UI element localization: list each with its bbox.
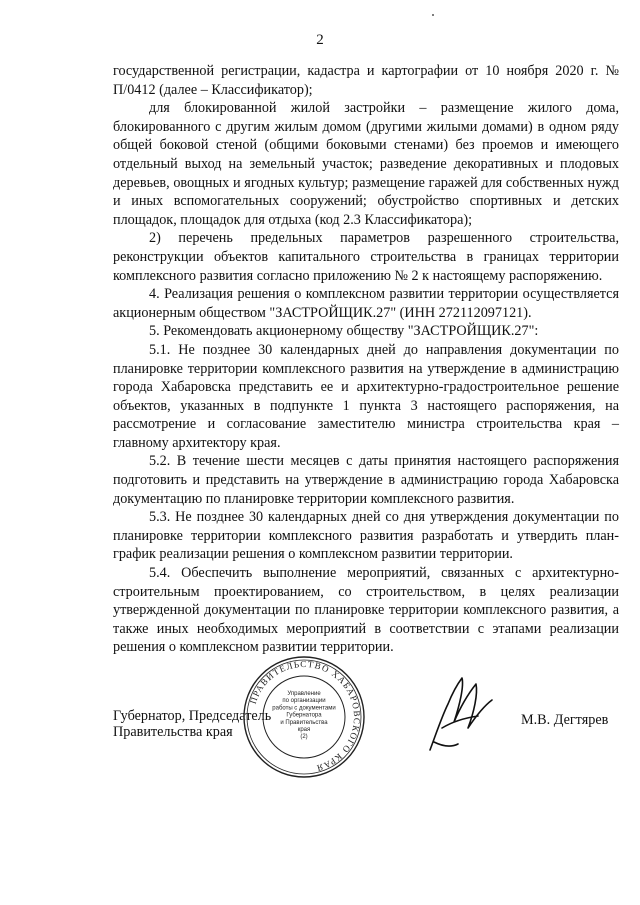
paragraph: 5.4. Обеспечить выполнение мероприятий, связанных с архитектурно-строительным проектированием, со строительством, в целях реализации утвержденной документации по планировке территории комплексного развития, а также иных необходимых мероприятий в соответствии с этапами реализации решения о комплексном развитии территории. bbox=[113, 565, 619, 656]
paragraph: 5.2. В течение шести месяцев с даты принятия настоящего распоряжения подготовить и представить на утверждение в администрацию города Хабаровска документацию по планировке территории комплексного развития. bbox=[113, 453, 619, 507]
seal-center-line: края bbox=[297, 727, 311, 733]
handwritten-signature bbox=[412, 664, 502, 756]
seal-center-line: и Правительства bbox=[280, 719, 328, 726]
signatory-title-line1: Губернатор, Председатель bbox=[113, 708, 272, 724]
paragraph: 4. Реализация решения о комплексном развитии территории осуществляется акционерным обществом "ЗАСТРОЙЩИК.27" (ИНН 272112097121). bbox=[113, 286, 619, 321]
paragraph: государственной регистрации, кадастра и картографии от 10 ноября 2020 г. № П/0412 (далее – Классификатор); bbox=[113, 63, 619, 98]
signatory-name: М.В. Дегтярев bbox=[521, 712, 609, 728]
paragraph: 5.3. Не позднее 30 календарных дней со дня утверждения документации по планировке территории комплексного развития разработать и утвердить план-график реализации решения о комплексном развитии территории. bbox=[113, 509, 619, 563]
official-seal-stamp bbox=[242, 655, 366, 779]
paragraph: 2) перечень предельных параметров разрешенного строительства, реконструкции объектов капитального строительства в границах территории комплексного развития согласно приложению № 2 к настоящему распоряжению. bbox=[113, 230, 619, 284]
page-number: 2 bbox=[316, 32, 324, 48]
seal-ring-text: ПРАВИТЕЛЬСТВО ХАБАРОВСКОГО КРАЯ bbox=[247, 658, 363, 774]
seal-center-line: по организации bbox=[282, 698, 326, 705]
paragraph: для блокированной жилой застройки – размещение жилого дома, блокированного с другим жилым домом (другими жилыми домами) в одном ряду общей боковой стеной (общими боковыми стенами) без проемов и имеющего отдельный выход на земельный участок; разведение декоративных и плодовых деревьев, овощных и ягодных культур; размещение гаражей для собственных нужд и иных вспомогательных сооружений; обустройство спортивных и детских площадок, площадок для отдыха (код 2.3 Классификатора); bbox=[113, 100, 619, 228]
seal-center-line: работы с документами bbox=[272, 705, 336, 712]
seal-center-line: (2) bbox=[300, 734, 308, 741]
seal-center-line: Губернатора bbox=[286, 712, 322, 719]
paragraph: 5.1. Не позднее 30 календарных дней до направления документации по планировке территории комплексного развития на утверждение в администрацию города Хабаровска представить ее и архитектурно-градостроительное решение объектов, указанных в подпункте 1 пункта 3 настоящего распоряжения, на рассмотрение и согласование заместителю министра строительства края – главному архитектору края. bbox=[113, 341, 619, 451]
signatory-title-line2: Правительства края bbox=[113, 724, 233, 740]
paragraph: 5. Рекомендовать акционерному обществу "ЗАСТРОЙЩИК.27": bbox=[149, 323, 539, 340]
seal-center-line: Управление bbox=[287, 691, 321, 697]
